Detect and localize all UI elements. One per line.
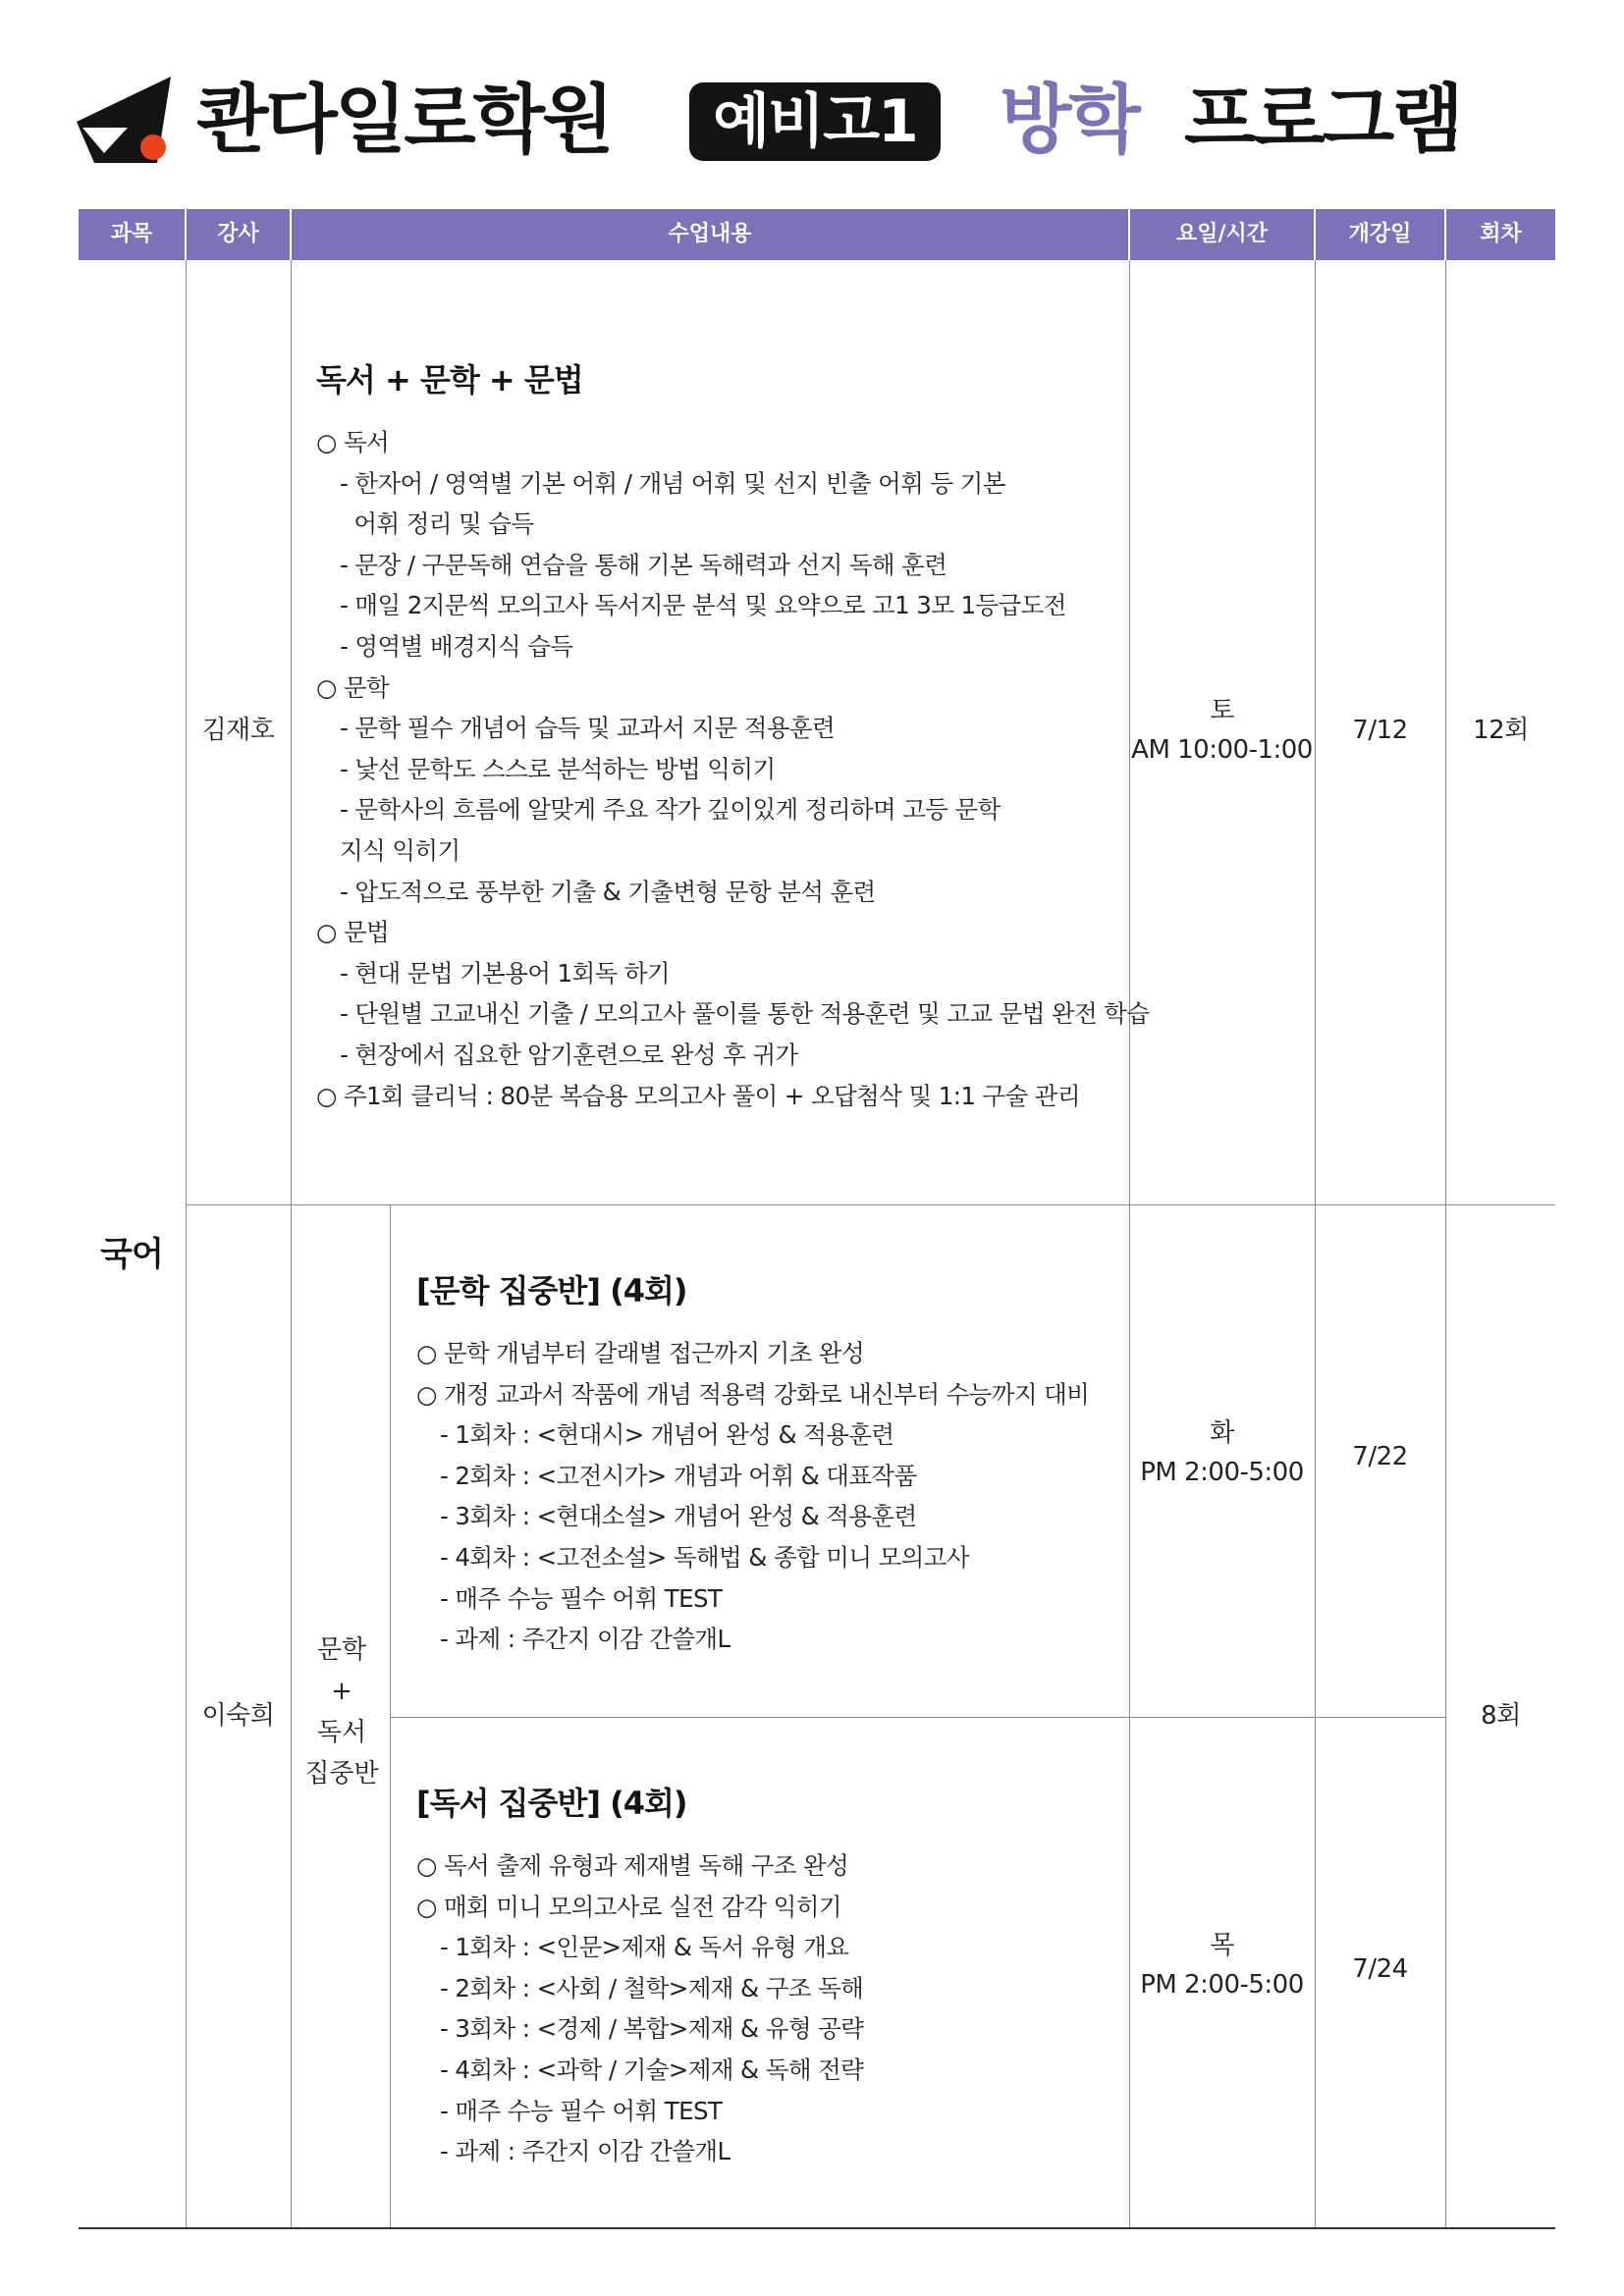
divider (291, 260, 292, 2228)
teacher-name: 김재호 (201, 716, 275, 745)
detail-item: - 4회차 : <과학 / 기술>제재 & 독해 전략 (440, 2055, 864, 2084)
detail-item: - 한자어 / 영역별 기본 어휘 / 개념 어휘 및 선지 빈출 어휘 등 기본 (340, 468, 1005, 498)
detail-item: - 낯선 문학도 스스로 분석하는 방법 익히기 (340, 754, 776, 783)
course-heading: 독서 + 문학 + 문법 (316, 361, 583, 399)
focus-label-line: 독서 (316, 1718, 367, 1747)
detail-item: - 매주 수능 필수 어휘 TEST (440, 1583, 723, 1613)
table-bottom-border (79, 2227, 1555, 2229)
subject-korean: 국어 (100, 1235, 163, 1274)
course-heading: [독서 집중반] (4회) (416, 1785, 687, 1822)
session-count: 8회 (1481, 1701, 1521, 1731)
detail-item: 지식 익히기 (340, 835, 460, 865)
section-item: ○ 매회 미니 모의고사로 실전 감각 익히기 (416, 1892, 841, 1921)
detail-item: - 과제 : 주간지 이감 간쓸개L (440, 1625, 731, 1654)
section-item: ○ 개정 교과서 작품에 개념 적용력 강화로 내신부터 수능까지 대비 (416, 1379, 1090, 1409)
col-sessions: 회차 (1446, 209, 1555, 260)
section-item: ○ 독서 (316, 428, 390, 456)
section-item: ○ 문학 (316, 672, 390, 702)
detail-item: - 매일 2지문씩 모의고사 독서지문 분석 및 요약으로 고1 3모 1등급도전 (340, 591, 1066, 620)
section-item: ○ 문법 (316, 918, 390, 947)
academy-name: 콴다일로학원 (196, 76, 612, 163)
detail-item: - 단원별 고교내신 기출 / 모의고사 풀이를 통한 적용훈련 및 고교 문법 완전 학습 (340, 999, 1150, 1029)
course-lines (316, 422, 1150, 1116)
detail-item: - 문학 필수 개념어 습득 및 교과서 지문 적용훈련 (340, 714, 836, 743)
schedule-cell (1130, 693, 1314, 768)
detail-item: - 1회차 : <현대시> 개념어 완성 & 적용훈련 (440, 1420, 894, 1450)
focus-label-line: 집중반 (304, 1759, 379, 1789)
col-subject: 과목 (79, 209, 185, 260)
section-item: ○ 독서 출제 유형과 제재별 독해 구조 완성 (416, 1851, 849, 1880)
grade-badge: 예비고1 (689, 82, 941, 161)
session-count: 12회 (1473, 716, 1529, 745)
schedule-cell (1130, 1415, 1314, 1490)
schedule-day: 토 (1210, 696, 1234, 725)
course-lines (416, 1845, 1123, 2172)
schedule-day: 화 (1210, 1418, 1234, 1448)
focus-class-label (293, 1629, 391, 1794)
col-content: 수업내용 (292, 209, 1128, 260)
focus-label-line: 문학 (316, 1635, 367, 1665)
detail-item: - 압도적으로 풍부한 기출 & 기출변형 문항 분석 훈련 (340, 877, 876, 906)
detail-item: - 2회차 : <고전시가> 개념과 어휘 & 대표작품 (440, 1461, 917, 1490)
schedule-time: AM 10:00-1:00 (1131, 735, 1313, 765)
detail-item: - 매주 수능 필수 어휘 TEST (440, 2096, 723, 2125)
title-accent: 방학 (1000, 76, 1138, 163)
detail-item: 어휘 정리 및 습득 (340, 509, 534, 539)
divider (390, 1717, 1445, 1718)
course-content (416, 1779, 1123, 2172)
academy-logo-icon (77, 77, 179, 163)
detail-item: - 3회차 : <현대소설> 개념어 완성 & 적용훈련 (440, 1502, 917, 1531)
detail-item: - 영역별 배경지식 습득 (340, 631, 573, 661)
detail-item: - 현장에서 집요한 암기훈련으로 완성 후 귀가 (340, 1040, 798, 1069)
teacher-name: 이숙희 (201, 1701, 275, 1731)
detail-item: - 과제 : 주간지 이감 간쓸개L (440, 2137, 731, 2166)
divider (1315, 260, 1316, 2228)
course-content (416, 1266, 1123, 1660)
divider (1445, 260, 1446, 2228)
col-start-date: 개강일 (1316, 209, 1444, 260)
focus-label-line: + (331, 1677, 352, 1706)
divider (186, 260, 187, 2228)
course-heading: [문학 집중반] (4회) (416, 1272, 687, 1309)
schedule-cell (1130, 1928, 1314, 2002)
divider (186, 1204, 1555, 1205)
schedule-time: PM 2:00-5:00 (1140, 1970, 1304, 2000)
detail-item: - 현대 문법 기본용어 1회독 하기 (340, 958, 670, 988)
course-lines (416, 1333, 1123, 1660)
schedule-day: 목 (1210, 1931, 1234, 1960)
start-date: 7/12 (1352, 716, 1408, 745)
section-item: ○ 주1회 클리닉 : 80분 복습용 모의고사 풀이 + 오답첨삭 및 1:1 구술 관리 (316, 1081, 1081, 1110)
title-rest: 프로그램 (1184, 76, 1461, 163)
detail-item: - 4회차 : <고전소설> 독해법 & 종합 미니 모의고사 (440, 1542, 969, 1572)
col-teacher: 강사 (187, 209, 290, 260)
schedule-time: PM 2:00-5:00 (1140, 1458, 1304, 1487)
section-item: ○ 문학 개념부터 갈래별 접근까지 기초 완성 (416, 1339, 865, 1367)
detail-item: - 2회차 : <사회 / 철학>제재 & 구조 독해 (440, 1973, 864, 2002)
course-content (316, 355, 1150, 1116)
detail-item: - 문장 / 구문독해 연습을 통해 기본 독해력과 선지 독해 훈련 (340, 550, 947, 579)
start-date: 7/22 (1352, 1442, 1408, 1471)
start-date: 7/24 (1352, 1954, 1408, 1984)
page-header (77, 71, 1549, 169)
detail-item: - 1회차 : <인문>제재 & 독서 유형 개요 (440, 1933, 849, 1962)
detail-item: - 문학사의 흐름에 알맞게 주요 작가 깊이있게 정리하며 고등 문학 (340, 795, 1001, 825)
col-schedule: 요일/시간 (1130, 209, 1314, 260)
detail-item: - 3회차 : <경제 / 복합>제재 & 유형 공략 (440, 2014, 864, 2044)
